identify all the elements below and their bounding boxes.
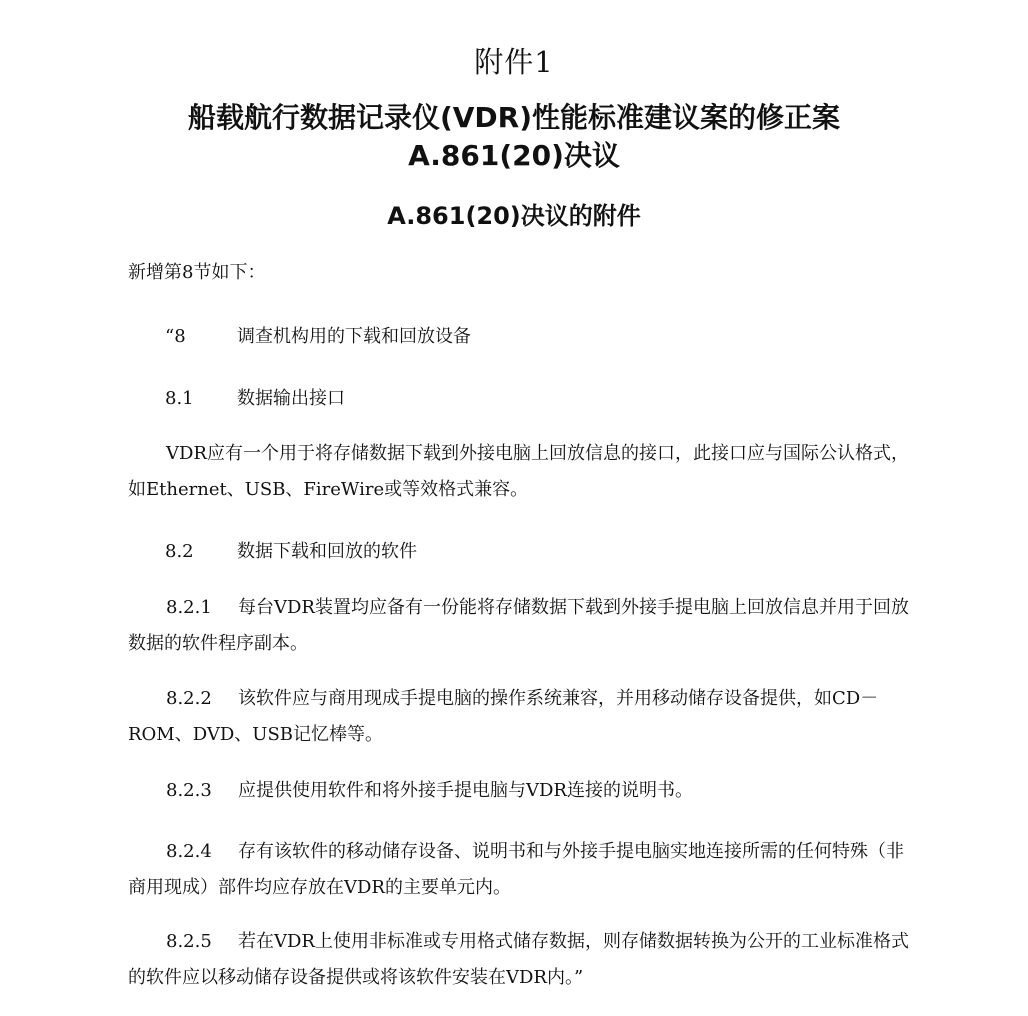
- title-line-1: 船载航行数据记录仪(VDR)性能标准建议案的修正案: [187, 101, 841, 134]
- section-8-title: 调查机构用的下载和回放设备: [237, 326, 471, 347]
- paragraph-8-2-5-number: 8.2.5: [166, 931, 212, 952]
- document-subtitle: A.861(20)决议的附件: [387, 202, 641, 230]
- section-8-1-heading: [165, 384, 345, 410]
- section-8-number: “8: [165, 326, 186, 347]
- paragraph-8-2-4-text: 存有该软件的移动储存设备、说明书和与外接手提电脑实地连接所需的任何特殊（非商用现成）部件均应存放在VDR的主要单元内。: [128, 841, 904, 898]
- paragraph-8-2-1-text: 每台VDR装置均应备有一份能将存储数据下载到外接手提电脑上回放信息并用于回放数据的软件程序副本。: [128, 597, 909, 654]
- paragraph-8-2-5: [128, 924, 913, 996]
- paragraph-8-2-3: [128, 773, 913, 809]
- paragraph-8-2-1-number: 8.2.1: [166, 597, 212, 618]
- paragraph-8-2-4: [128, 834, 913, 906]
- paragraph-8-2-1: [128, 590, 913, 662]
- section-8-1-title: 数据输出接口: [237, 388, 345, 409]
- paragraph-8-2-3-text: 应提供使用软件和将外接手提电脑与VDR连接的说明书。: [238, 780, 693, 801]
- paragraph-8-1-text: VDR应有一个用于将存储数据下载到外接电脑上回放信息的接口，此接口应与国际公认格式，如Ethernet、USB、FireWire或等效格式兼容。: [128, 443, 909, 500]
- paragraph-8-2-2: [128, 681, 913, 753]
- section-8-heading: [165, 322, 471, 348]
- intro-text: 新增第8节如下：: [128, 262, 266, 283]
- document-title: [0, 99, 1028, 175]
- title-line-2: A.861(20)决议: [408, 139, 620, 172]
- paragraph-8-2-2-number: 8.2.2: [166, 688, 212, 709]
- section-8-1-number: 8.1: [165, 388, 194, 409]
- section-8-2-heading: [165, 537, 417, 563]
- paragraph-8-2-4-number: 8.2.4: [166, 841, 212, 862]
- section-8-2-title: 数据下载和回放的软件: [237, 541, 417, 562]
- paragraph-8-2-3-number: 8.2.3: [166, 780, 212, 801]
- paragraph-8-2-2-text: 该软件应与商用现成手提电脑的操作系统兼容，并用移动储存设备提供，如CD－ROM、DVD、USB记忆棒等。: [128, 688, 879, 745]
- paragraph-8-2-5-text: 若在VDR上使用非标准或专用格式储存数据，则存储数据转换为公开的工业标准格式的软件应以移动储存设备提供或将该软件安装在VDR内。”: [128, 931, 909, 988]
- section-8-2-number: 8.2: [165, 541, 194, 562]
- attachment-label: 附件1: [474, 45, 554, 79]
- paragraph-8-1: [128, 436, 913, 508]
